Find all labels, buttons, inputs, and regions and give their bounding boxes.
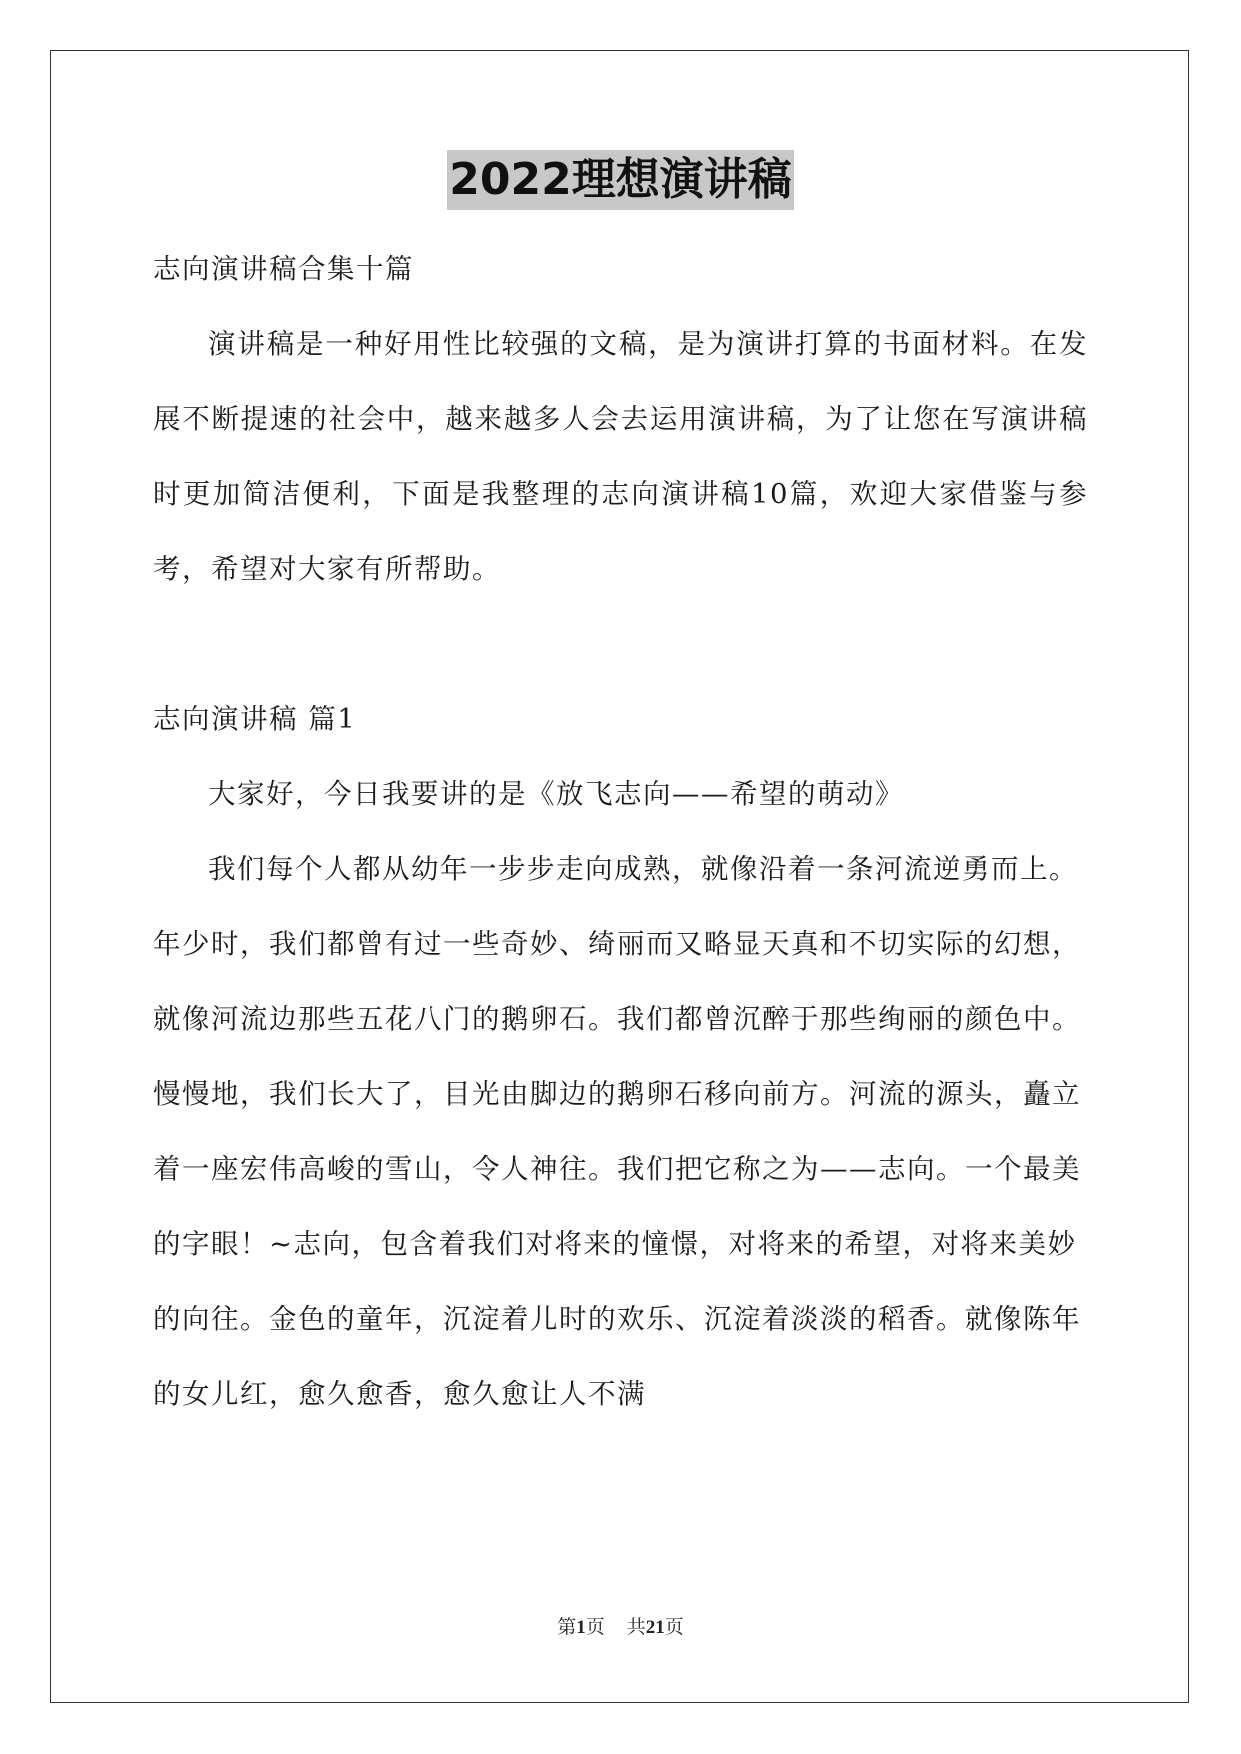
title-wrapper	[0, 150, 1241, 210]
document-body	[153, 232, 1088, 1432]
current-page-number: 1	[576, 1617, 586, 1638]
greeting-paragraph: 大家好，今日我要讲的是《放飞志向——希望的萌动》	[208, 778, 904, 810]
total-unit: 页	[664, 1617, 684, 1638]
page-footer	[0, 1612, 1241, 1639]
collection-subtitle: 志向演讲稿合集十篇	[153, 253, 414, 285]
body-paragraph: 我们每个人都从幼年一步步走向成熟，就像沿着一条河流逆勇而上。年少时，我们都曾有过一些奇妙、绮丽而又略显天真和不切实际的幻想，就像河流边那些五花八门的鹅卵石。我们都曾沉醉于那些绚丽的颜色中。慢慢地，我们长大了，目光由脚边的鹅卵石移向前方。河流的源头，矗立着一座宏伟高峻的雪山，令人神往。我们把它称之为——志向。一个最美的字眼！~志向，包含着我们对将来的憧憬，对将来的希望，对将来美妙的向往。金色的童年，沉淀着儿时的欢乐、沉淀着淡淡的稻香。就像陈年的女儿红，愈久愈香，愈久愈让人不满	[153, 853, 1081, 1410]
total-page-count: 21	[645, 1617, 665, 1638]
document-title: 2022理想演讲稿	[447, 150, 793, 210]
section-heading: 志向演讲稿 篇1	[153, 703, 357, 735]
page-unit: 页	[585, 1617, 605, 1638]
page-prefix: 第	[557, 1617, 577, 1638]
total-prefix: 共	[626, 1617, 646, 1638]
intro-paragraph: 演讲稿是一种好用性比较强的文稿，是为演讲打算的书面材料。在发展不断提速的社会中，越来越多人会去运用演讲稿，为了让您在写演讲稿时更加简洁便利，下面是我整理的志向演讲稿10篇，欢迎大家借鉴与参考，希望对大家有所帮助。	[153, 328, 1088, 585]
